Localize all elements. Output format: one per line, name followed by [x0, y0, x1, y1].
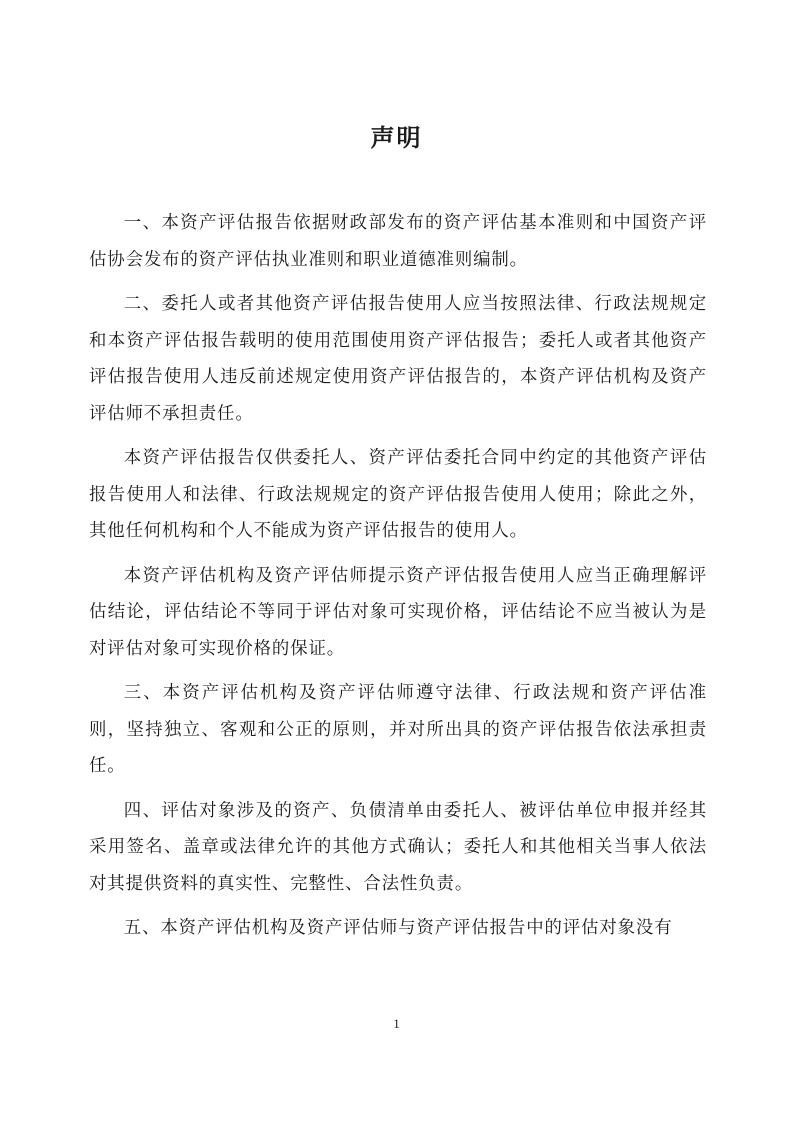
declaration-body: [89, 205, 707, 955]
page-number: 1: [393, 1016, 400, 1031]
paragraph-3: 本资产评估报告仅供委托人、资产评估委托合同中约定的其他资产评估报告使用人和法律、行政法规规定的资产评估报告使用人使用；除此之外，其他任何机构和个人不能成为资产评估报告的使用人。: [89, 448, 707, 541]
paragraph-4: 本资产评估机构及资产评估师提示资产评估报告使用人应当正确理解评估结论，评估结论不等同于评估对象可实现价格，评估结论不应当被认为是对评估对象可实现价格的保证。: [89, 565, 707, 659]
paragraph-5: 三、本资产评估机构及资产评估师遵守法律、行政法规和资产评估准则，坚持独立、客观和公正的原则，并对所出具的资产评估报告依法承担责任。: [89, 683, 707, 776]
page-title: 声明: [370, 124, 423, 152]
paragraph-7: 五、本资产评估机构及资产评估师与资产评估报告中的评估对象没有: [123, 918, 673, 938]
paragraph-2: 二、委托人或者其他资产评估报告使用人应当按照法律、行政法规规定和本资产评估报告载明的使用范围使用资产评估报告；委托人或者其他资产评估报告使用人违反前述规定使用资产评估报告的，本资产评估机构及资产评估师不承担责任。: [89, 294, 707, 424]
paragraph-1: 一、本资产评估报告依据财政部发布的资产评估基本准则和中国资产评估协会发布的资产评估执业准则和职业道德准则编制。: [89, 213, 707, 270]
paragraph-6: 四、评估对象涉及的资产、负债清单由委托人、被评估单位申报并经其采用签名、盖章或法律允许的其他方式确认；委托人和其他相关当事人依法对其提供资料的真实性、完整性、合法性负责。: [89, 800, 707, 894]
